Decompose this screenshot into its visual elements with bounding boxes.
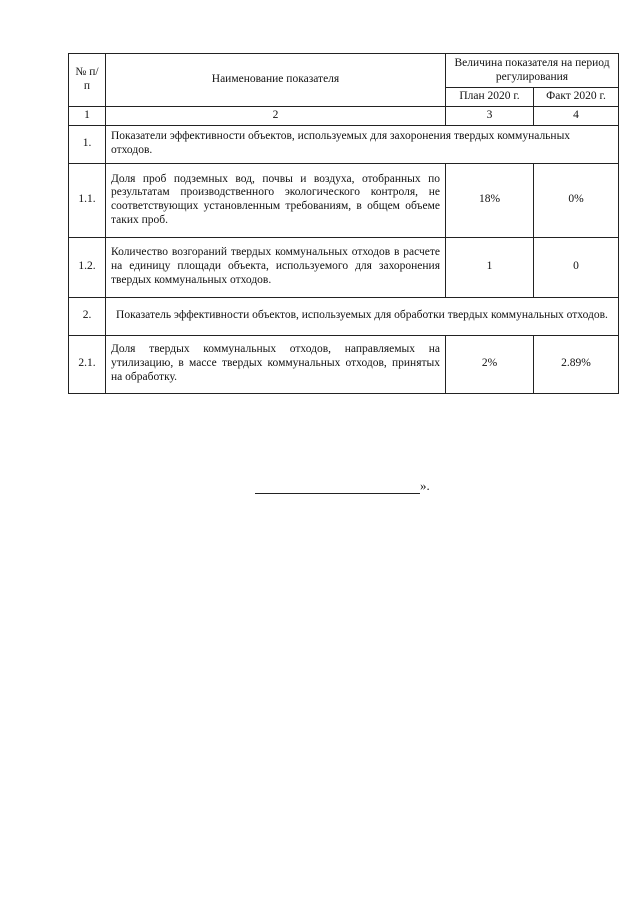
table-row bbox=[69, 125, 619, 163]
closing-quote: ». bbox=[420, 478, 430, 493]
indicators-table bbox=[68, 53, 619, 394]
header-name: Наименование показателя bbox=[106, 54, 446, 107]
header-fact: Факт 2020 г. bbox=[534, 88, 619, 107]
section-title: Показатели эффективности объектов, используемых для захоронения твердых коммунальных отходов. bbox=[106, 125, 619, 163]
row-num: 2.1. bbox=[69, 335, 106, 393]
fact-value: 2.89% bbox=[534, 335, 619, 393]
col-number-1: 1 bbox=[69, 106, 106, 125]
section-title: Показатель эффективности объектов, используемых для обработки твердых коммунальных отходов. bbox=[106, 297, 619, 335]
indicator-name: Доля проб подземных вод, почвы и воздуха, отобранных по результатам производственного экологического контроля, не соответствующих установленным требованиям, в общем объеме таких проб. bbox=[106, 163, 446, 237]
table-row bbox=[69, 237, 619, 297]
table-row bbox=[69, 335, 619, 393]
row-num: 1.2. bbox=[69, 237, 106, 297]
row-num: 1.1. bbox=[69, 163, 106, 237]
table-row bbox=[69, 297, 619, 335]
col-number-3: 3 bbox=[446, 106, 534, 125]
blank-underline bbox=[255, 480, 420, 494]
indicator-name: Количество возгораний твердых коммунальных отходов в расчете на единицу площади объекта, используемого для захоронения твердых коммунальных отходов. bbox=[106, 237, 446, 297]
table-row bbox=[69, 163, 619, 237]
plan-value: 1 bbox=[446, 237, 534, 297]
closing-line bbox=[255, 478, 430, 494]
header-num: № п/п bbox=[69, 54, 106, 107]
plan-value: 18% bbox=[446, 163, 534, 237]
fact-value: 0 bbox=[534, 237, 619, 297]
plan-value: 2% bbox=[446, 335, 534, 393]
row-num: 1. bbox=[69, 125, 106, 163]
col-number-4: 4 bbox=[534, 106, 619, 125]
col-number-2: 2 bbox=[106, 106, 446, 125]
fact-value: 0% bbox=[534, 163, 619, 237]
header-value: Величина показателя на период регулирования bbox=[446, 54, 619, 88]
indicator-name: Доля твердых коммунальных отходов, направляемых на утилизацию, в массе твердых коммунальных отходов, принятых на обработку. bbox=[106, 335, 446, 393]
row-num: 2. bbox=[69, 297, 106, 335]
header-plan: План 2020 г. bbox=[446, 88, 534, 107]
